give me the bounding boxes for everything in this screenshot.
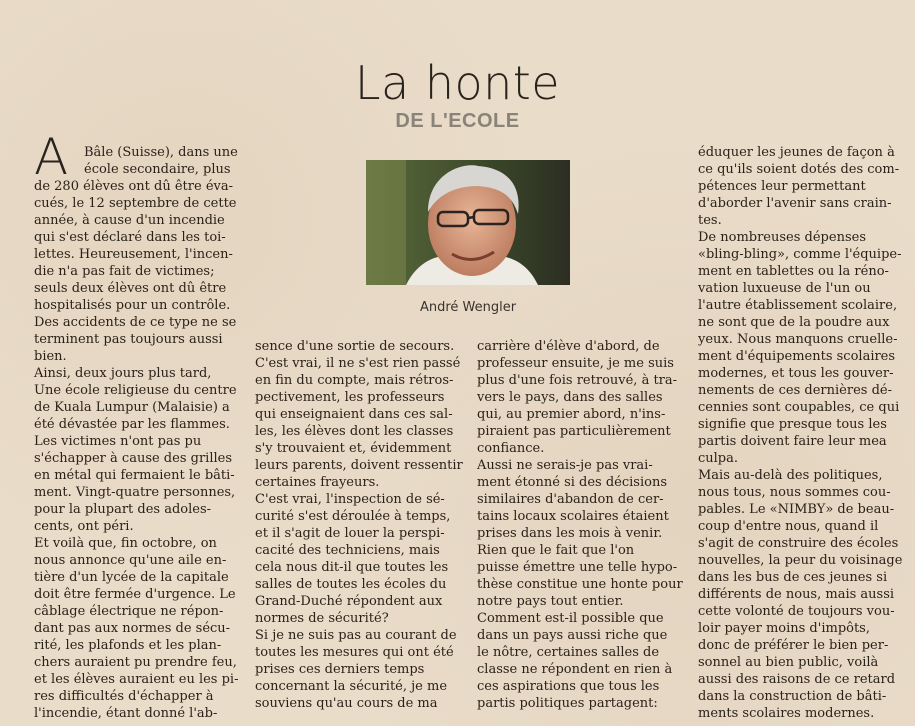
- text-line: sonnel au bien public, voilà: [698, 655, 879, 670]
- text-line: année, à cause d'un incendie: [34, 213, 225, 228]
- text-line: De nombreuses dépenses: [698, 230, 866, 245]
- text-line: cents, ont péri.: [34, 519, 134, 534]
- text-line: qui enseignaient dans ces sal-: [255, 407, 453, 422]
- text-line: été dévastée par les flammes.: [34, 417, 230, 432]
- text-line: qui s'est déclaré dans les toi-: [34, 230, 226, 245]
- text-line: nouvelles, la peur du voisinage: [698, 553, 903, 568]
- text-line: cette volonté de toujours vou-: [698, 604, 895, 619]
- text-line: toutes les mesures qui ont été: [255, 645, 454, 660]
- text-line: partis doivent faire leur mea: [698, 434, 887, 449]
- text-line: normes de sécurité?: [255, 611, 389, 626]
- text-line: dans un pays aussi riche que: [477, 628, 668, 643]
- text-line: classe ne répondent en rien à: [477, 662, 673, 677]
- text-line: leurs parents, doivent ressentir: [255, 458, 463, 473]
- text-line: rité, les plafonds et les plan-: [34, 638, 222, 653]
- portrait-image: [366, 160, 570, 285]
- text-line: ces aspirations que tous les: [477, 679, 660, 694]
- text-line: carrière d'élève d'abord, de: [477, 339, 660, 354]
- text-line: ments scolaires modernes.: [698, 706, 875, 721]
- text-line: die n'a pas fait de victimes;: [34, 264, 215, 279]
- text-line: les, les élèves dont les classes: [255, 424, 454, 439]
- article-column-2: [255, 338, 465, 712]
- text-line: notre pays tout entier.: [477, 594, 624, 609]
- text-line: C'est vrai, il ne s'est rien passé: [255, 356, 461, 371]
- text-line: s'échapper à cause des grilles: [34, 451, 233, 466]
- text-line: lettes. Heureusement, l'incen-: [34, 247, 233, 262]
- article-column-1: [34, 144, 244, 722]
- text-line: aussi des raisons de ce retard: [698, 672, 896, 687]
- text-line: sence d'une sortie de secours.: [255, 339, 455, 354]
- text-line: professeur ensuite, je me suis: [477, 356, 674, 371]
- text-line: le nôtre, certaines salles de: [477, 645, 660, 660]
- text-line: Mais au-delà des politiques,: [698, 468, 883, 483]
- text-line: dans la construction de bâti-: [698, 689, 887, 704]
- text-line: vers le pays, dans des salles: [477, 390, 663, 405]
- text-line: pables. Le «NIMBY» de beau-: [698, 502, 895, 517]
- text-line: seuls deux élèves ont dû être: [34, 281, 227, 296]
- text-line: s'agit de construire des écoles: [698, 536, 899, 551]
- text-line: cela nous dit-il que toutes les: [255, 560, 449, 575]
- text-line: modernes, et tous les gouver-: [698, 366, 894, 381]
- text-line: cennies sont coupables, ce qui: [698, 400, 900, 415]
- text-line: loir payer moins d'impôts,: [698, 621, 870, 636]
- text-line: dant pas aux normes de sécu-: [34, 621, 231, 636]
- text-line: concernant la sécurité, je me: [255, 679, 448, 694]
- article-column-3: [477, 338, 687, 712]
- text-line: signifie que presque tous les: [698, 417, 887, 432]
- text-line: C'est vrai, l'inspection de sé-: [255, 492, 445, 507]
- text-line: salles de toutes les écoles du: [255, 577, 447, 592]
- text-line: puisse émettre une telle hypo-: [477, 560, 678, 575]
- text-line: res difficultés d'échapper à: [34, 689, 214, 704]
- article-column-4: [698, 144, 908, 722]
- text-line: ment étonné si des décisions: [477, 475, 667, 490]
- text-line: yeux. Nous manquons cruelle-: [698, 332, 898, 347]
- text-line: tains locaux scolaires étaient: [477, 509, 669, 524]
- text-line: souviens qu'au cours de ma: [255, 696, 438, 711]
- text-line: ment. Vingt-quatre personnes,: [34, 485, 236, 500]
- text-line: nements de ces dernières dé-: [698, 383, 892, 398]
- text-line: dans les bus de ces jeunes si: [698, 570, 888, 585]
- article-subtitle: DE L'ECOLE: [395, 110, 520, 132]
- text-line: de 280 élèves ont dû être éva-: [34, 179, 233, 194]
- text-line: câblage électrique ne répon-: [34, 604, 224, 619]
- text-line: Comment est-il possible que: [477, 611, 664, 626]
- text-line: ne sont que de la poudre aux: [698, 315, 890, 330]
- text-line: ment d'équipements scolaires: [698, 349, 896, 364]
- text-line: qui, au premier abord, n'ins-: [477, 407, 666, 422]
- text-line: vation luxueuse de l'un ou: [698, 281, 871, 296]
- text-line: plus d'une fois retrouvé, à tra-: [477, 373, 678, 388]
- text-line: coup d'entre nous, quand il: [698, 519, 879, 534]
- text-line: cués, le 12 septembre de cette: [34, 196, 237, 211]
- text-line: terminent pas toujours aussi: [34, 332, 223, 347]
- text-line: Rien que le fait que l'on: [477, 543, 635, 558]
- text-line: similaires d'abandon de cer-: [477, 492, 664, 507]
- text-line: ment en tablettes ou la réno-: [698, 264, 889, 279]
- text-line: éduquer les jeunes de façon à: [698, 145, 895, 160]
- text-line: prises ces derniers temps: [255, 662, 425, 677]
- text-line: Aussi ne serais-je pas vrai-: [477, 458, 653, 473]
- text-line: et les élèves auraient eu les pi-: [34, 672, 239, 687]
- text-line: thèse constitue une honte pour: [477, 577, 683, 592]
- text-line: école secondaire, plus: [84, 162, 231, 177]
- text-line: curité s'est déroulée à temps,: [255, 509, 451, 524]
- article-title: La honte: [354, 55, 561, 110]
- text-line: Bâle (Suisse), dans une: [84, 145, 238, 160]
- text-line: pectivement, les professeurs: [255, 390, 445, 405]
- text-line: confiance.: [477, 441, 545, 456]
- text-line: nous annonce qu'une aile en-: [34, 553, 227, 568]
- text-line: pétences leur permettant: [698, 179, 866, 194]
- text-line: Ainsi, deux jours plus tard,: [34, 366, 212, 381]
- text-line: culpa.: [698, 451, 739, 466]
- text-line: l'incendie, étant donné l'ab-: [34, 706, 218, 721]
- text-line: s'y trouvaient et, évidemment: [255, 441, 452, 456]
- text-line: ce qu'ils soient dotés des com-: [698, 162, 900, 177]
- text-line: bien.: [34, 349, 67, 364]
- text-line: tes.: [698, 213, 722, 228]
- text-line: prises dans les mois à venir.: [477, 526, 663, 541]
- text-line: pour la plupart des adoles-: [34, 502, 212, 517]
- text-line: en fin du compte, mais rétros-: [255, 373, 454, 388]
- text-line: l'autre établissement scolaire,: [698, 298, 898, 313]
- text-line: hospitalisés pour un contrôle.: [34, 298, 231, 313]
- text-line: partis politiques partagent:: [477, 696, 658, 711]
- text-line: certaines frayeurs.: [255, 475, 380, 490]
- text-line: et il s'agit de louer la perspi-: [255, 526, 445, 541]
- text-line: Les victimes n'ont pas pu: [34, 434, 202, 449]
- text-line: Et voilà que, fin octobre, on: [34, 536, 217, 551]
- text-line: de Kuala Lumpur (Malaisie) a: [34, 400, 230, 415]
- drop-cap: A: [34, 128, 69, 186]
- text-line: en métal qui fermaient le bâti-: [34, 468, 235, 483]
- text-line: Des accidents de ce type ne se: [34, 315, 237, 330]
- text-line: doit être fermée d'urgence. Le: [34, 587, 236, 602]
- text-line: nous tous, nous sommes cou-: [698, 485, 891, 500]
- text-line: «bling-bling», comme l'équipe-: [698, 247, 902, 262]
- text-line: donc de préférer le bien per-: [698, 638, 889, 653]
- text-line: tière d'un lycée de la capitale: [34, 570, 229, 585]
- photo-caption: André Wengler: [419, 300, 517, 315]
- text-line: piraient pas particulièrement: [477, 424, 671, 439]
- text-line: Grand-Duché répondent aux: [255, 594, 443, 609]
- text-line: Une école religieuse du centre: [34, 383, 237, 398]
- text-line: d'aborder l'avenir sans crain-: [698, 196, 892, 211]
- author-photo: [366, 160, 570, 285]
- text-line: chers auraient pu prendre feu,: [34, 655, 237, 670]
- text-line: cacité des techniciens, mais: [255, 543, 440, 558]
- text-line: différents de nous, mais aussi: [698, 587, 895, 602]
- text-line: Si je ne suis pas au courant de: [255, 628, 457, 643]
